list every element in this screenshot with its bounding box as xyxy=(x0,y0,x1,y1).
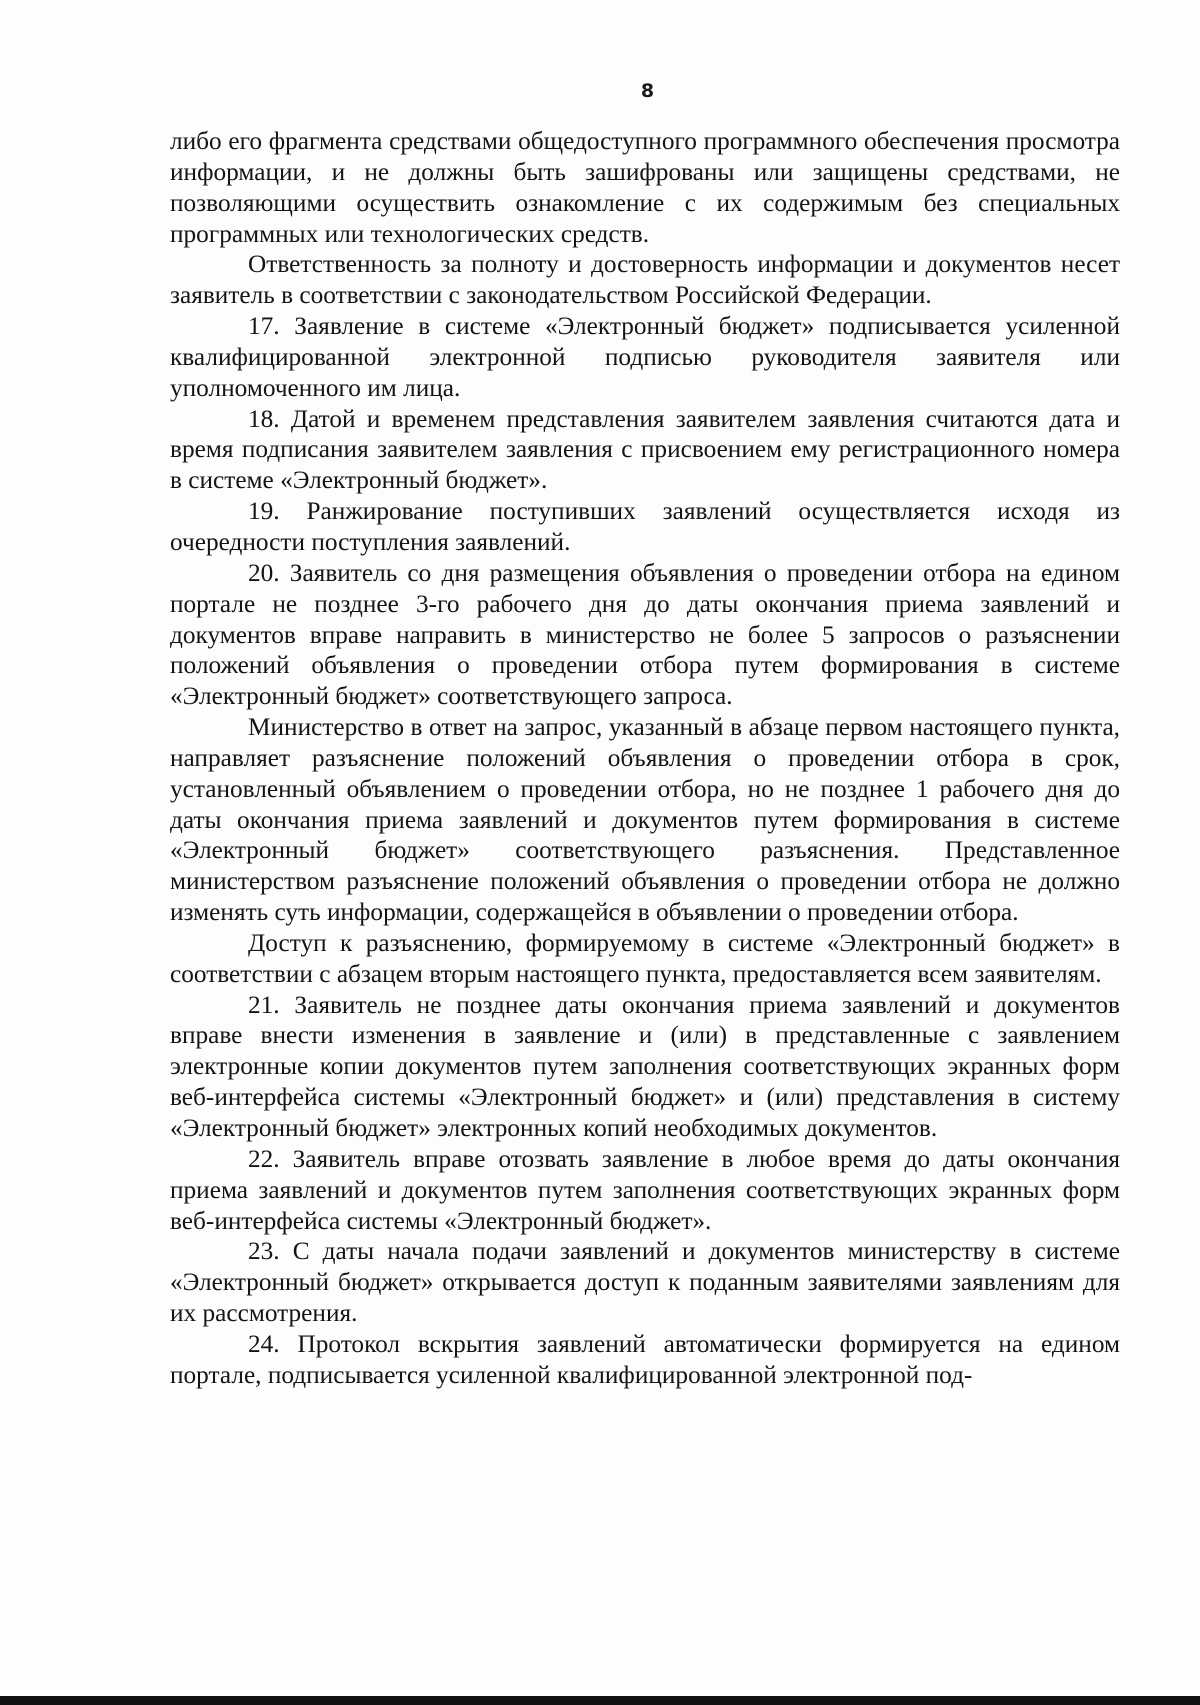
paragraph: 21. Заявитель не позднее даты окончания приема заявлений и документов вправе внести изменения в заявление и (или) в представленные с заявлением электронные копии документов путем заполнения соответствующих экранных форм веб-интерфейса системы «Электронный бюджет» и (или) представления в систему «Электронный бюджет» электронных копий необходимых документов. xyxy=(170,990,1120,1142)
document-body xyxy=(170,126,1120,1391)
paragraph: Доступ к разъяснению, формируемому в системе «Электронный бюджет» в соответствии с абзацем вторым настоящего пункта, предоставляется всем заявителям. xyxy=(170,928,1120,988)
paragraph: либо его фрагмента средствами общедоступного программного обеспечения просмотра информации, и не должны быть зашифрованы или защищены средствами, не позволяющими осуществить ознакомление с их содержимым без специальных программных или технологических средств. xyxy=(170,127,1120,248)
paragraph: 23. С даты начала подачи заявлений и документов министерству в системе «Электронный бюджет» открывается доступ к поданным заявителями заявлениям для их рассмотрения. xyxy=(170,1237,1120,1328)
paragraph: 24. Протокол вскрытия заявлений автоматически формируется на едином портале, подписывается усиленной квалифицированной электронной под- xyxy=(170,1329,1120,1389)
scan-bottom-edge xyxy=(0,1696,1200,1705)
paragraph: Ответственность за полноту и достоверность информации и документов несет заявитель в соответствии с законодательством Российской Федерации. xyxy=(170,250,1120,310)
paragraph: 17. Заявление в системе «Электронный бюджет» подписывается усиленной квалифицированной электронной подписью руководителя заявителя или уполномоченного им лица. xyxy=(170,312,1120,402)
paragraph: 19. Ранжирование поступивших заявлений осуществляется исходя из очередности поступления заявлений. xyxy=(170,497,1120,556)
page-number: 8 xyxy=(640,80,655,102)
paragraph: 22. Заявитель вправе отозвать заявление в любое время до даты окончания приема заявлений и документов путем заполнения соответствующих экранных форм веб-интерфейса системы «Электронный бюджет». xyxy=(170,1144,1120,1235)
paragraph: 18. Датой и временем представления заявителем заявления считаются дата и время подписания заявителем заявления с присвоением ему регистрационного номера в системе «Электронный бюджет». xyxy=(170,404,1120,495)
paragraph: 20. Заявитель со дня размещения объявления о проведении отбора на едином портале не позднее 3-го рабочего дня до даты окончания приема заявлений и документов вправе направить в министерство не более 5 запросов о разъяснении положений объявления о проведении отбора путем формирования в системе «Электронный бюджет» соответствующего запроса. xyxy=(170,558,1120,711)
paragraph: Министерство в ответ на запрос, указанный в абзаце первом настоящего пункта, направляет разъяснение положений объявления о проведении отбора в срок, установленный объявлением о проведении отбора, но не позднее 1 рабочего дня до даты окончания приема заявлений и документов путем формирования в системе «Электронный бюджет» соответствующего разъяснения. Представленное министерством разъяснение положений объявления о проведении отбора не должно изменять суть информации, содержащейся в объявлении о проведении отбора. xyxy=(170,713,1120,927)
